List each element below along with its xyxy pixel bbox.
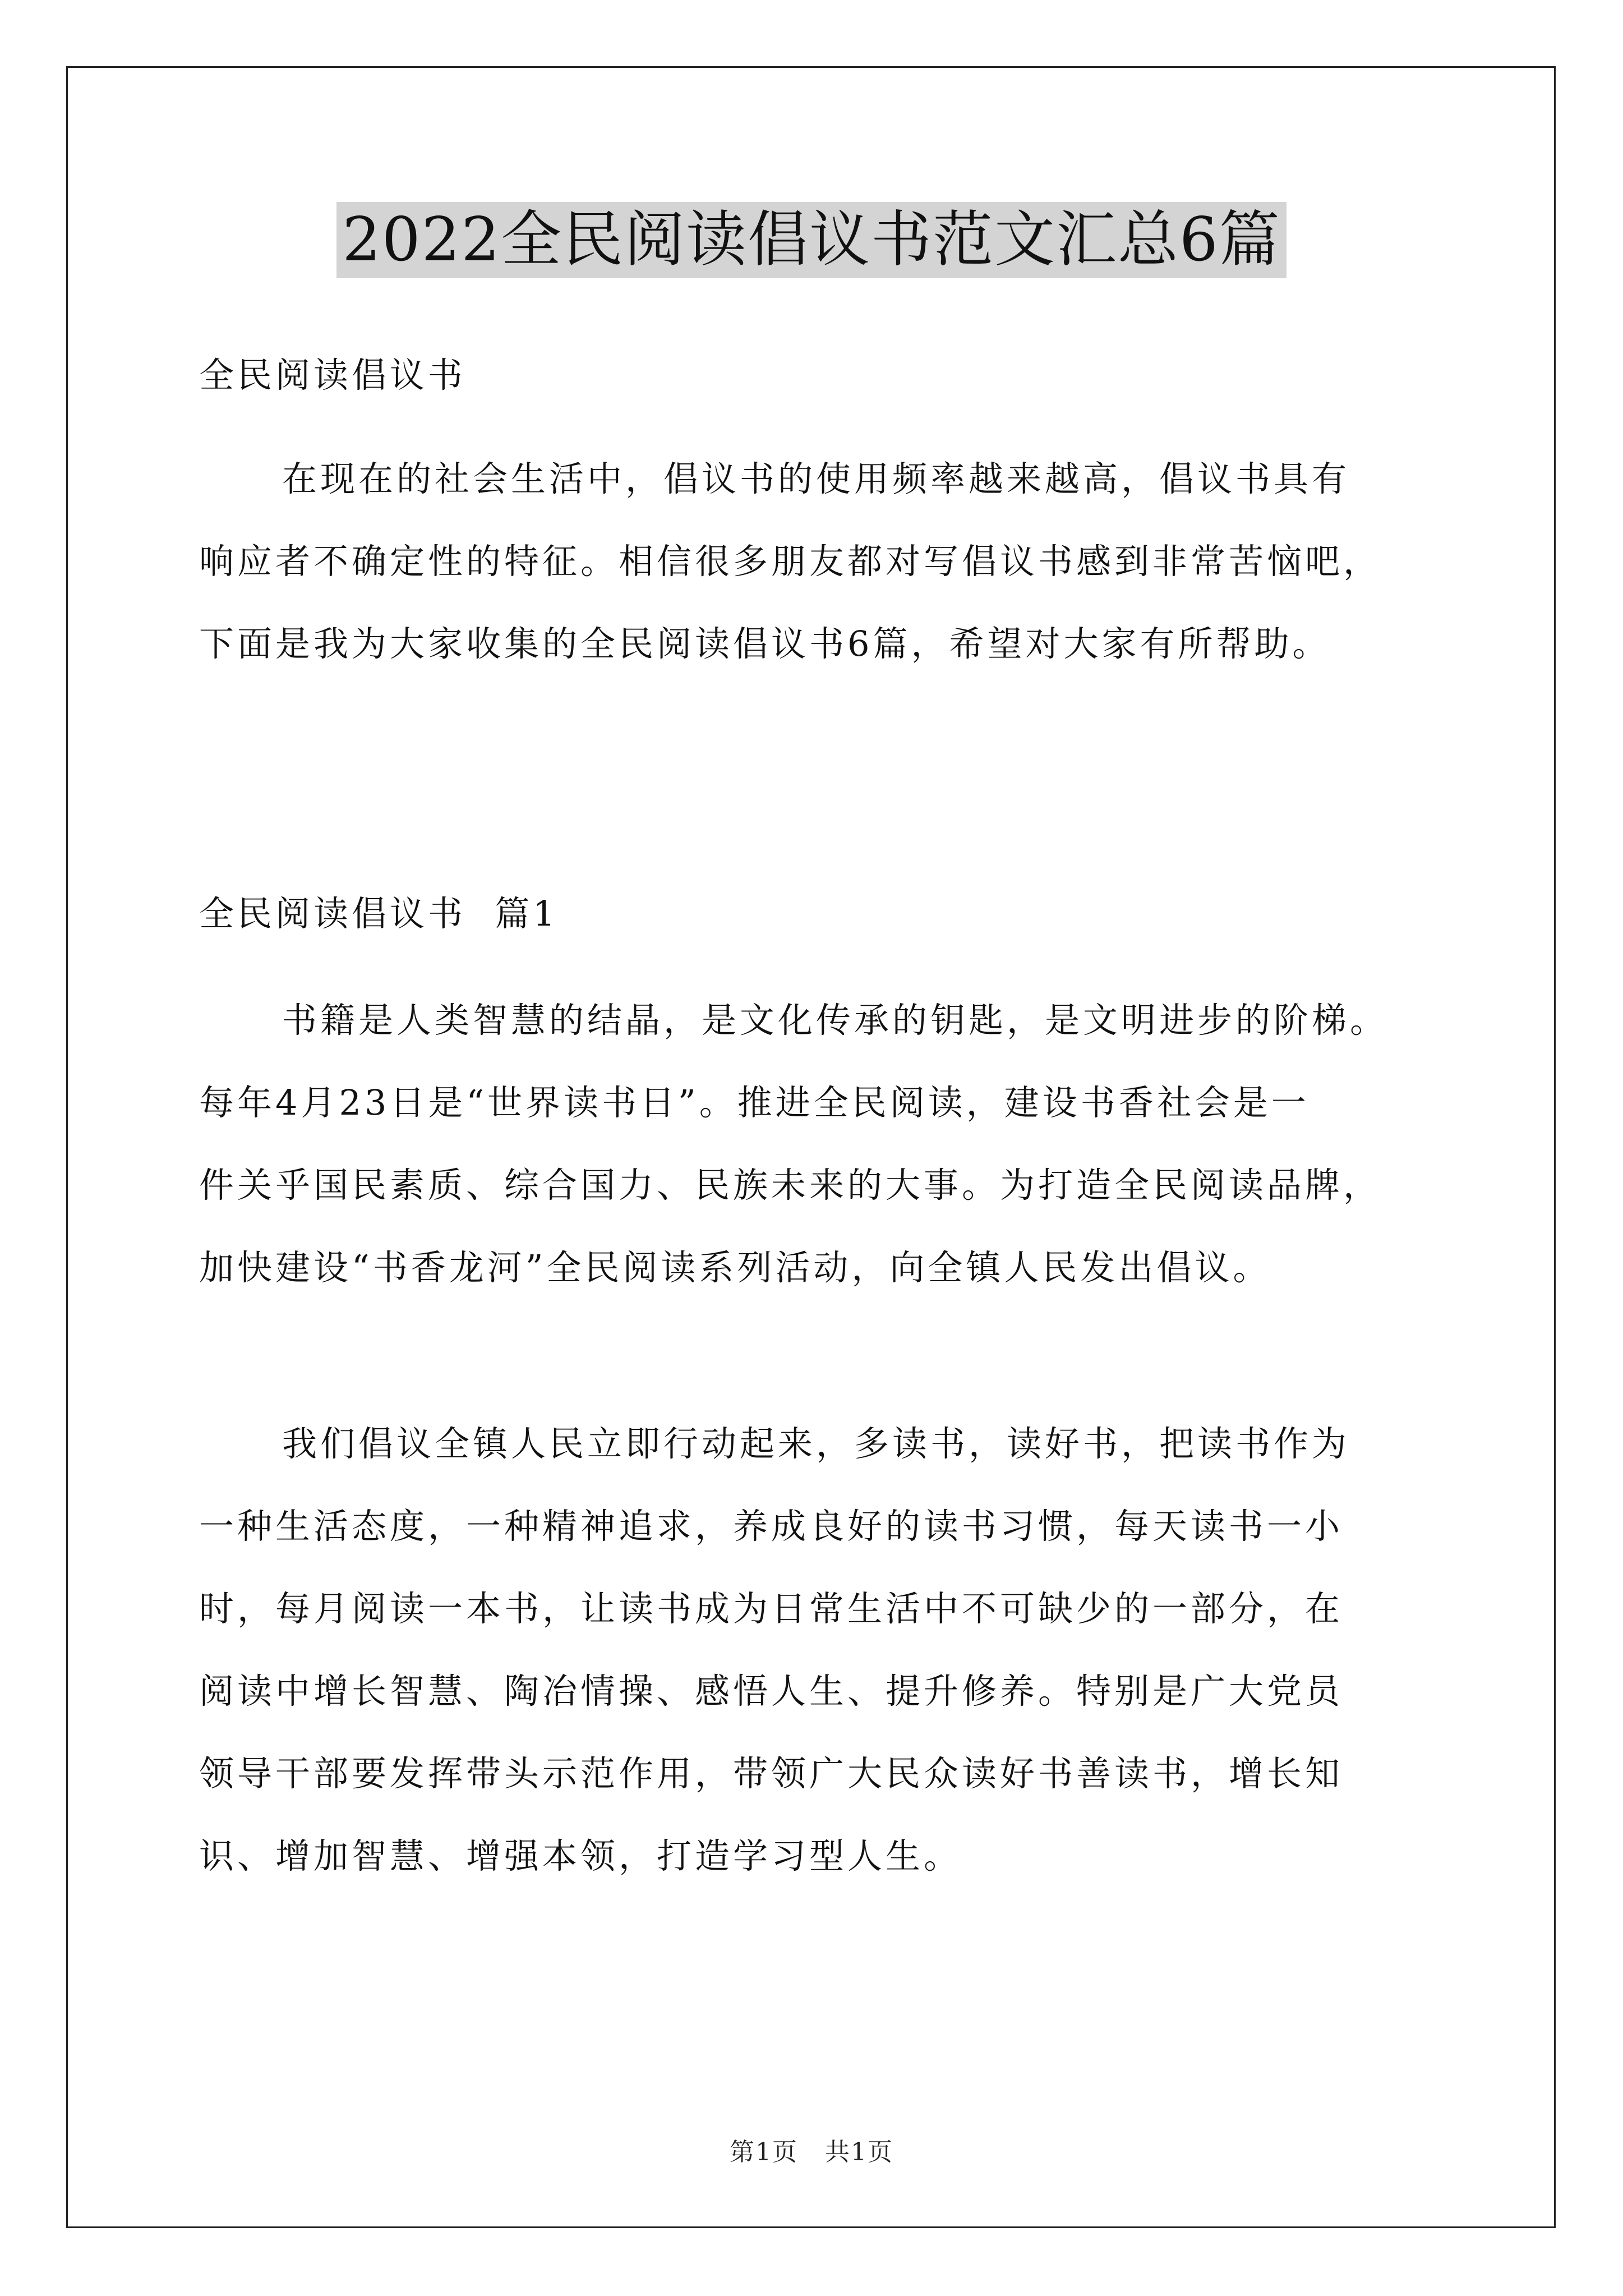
- paragraph-line: 我们倡议全镇人民立即行动起来，多读书，读好书，把读书作为: [282, 1423, 1350, 1464]
- paragraph-line: 在现在的社会生活中，倡议书的使用频率越来越高，倡议书具有: [282, 458, 1350, 499]
- paragraph-line: 时，每月阅读一本书，让读书成为日常生活中不可缺少的一部分，在: [199, 1588, 1344, 1629]
- page-number-label: 第1页 共1页: [730, 2138, 893, 2166]
- paragraph-line: 件关乎国民素质、综合国力、民族未来的大事。为打造全民阅读品牌，: [199, 1165, 1382, 1205]
- paragraph-line: 领导干部要发挥带头示范作用，带领广大民众读好书善读书，增长知: [199, 1753, 1344, 1794]
- section1-paragraph-1: [199, 979, 1433, 1309]
- section1-paragraph-2: [199, 1402, 1433, 1897]
- paragraph-line: 每年4月23日是“世界读书日”。推进全民阅读，建设书香社会是一: [199, 1082, 1310, 1123]
- intro-heading: 全民阅读倡议书: [199, 355, 467, 395]
- title-container: [0, 202, 1623, 278]
- page-footer: [0, 2132, 1623, 2168]
- paragraph-line: 书籍是人类智慧的结晶，是文化传承的钥匙，是文明进步的阶梯。: [282, 1000, 1389, 1041]
- section1-heading: 全民阅读倡议书 篇1: [199, 893, 559, 934]
- intro-paragraph: [199, 438, 1433, 685]
- paragraph-line: 下面是我为大家收集的全民阅读倡议书6篇，希望对大家有所帮助。: [199, 623, 1331, 664]
- paragraph-line: 响应者不确定性的特征。相信很多朋友都对写倡议书感到非常苦恼吧，: [199, 541, 1382, 582]
- paragraph-line: 阅读中增长智慧、陶冶情操、感悟人生、提升修养。特别是广大党员: [199, 1671, 1344, 1711]
- document-title: 2022全民阅读倡议书范文汇总6篇: [336, 202, 1287, 278]
- paragraph-line: 加快建设“书香龙河”全民阅读系列活动，向全镇人民发出倡议。: [199, 1247, 1271, 1288]
- paragraph-line: 识、增加智慧、增强本领，打造学习型人生。: [199, 1835, 962, 1876]
- paragraph-line: 一种生活态度，一种精神追求，养成良好的读书习惯，每天读书一小: [199, 1506, 1344, 1547]
